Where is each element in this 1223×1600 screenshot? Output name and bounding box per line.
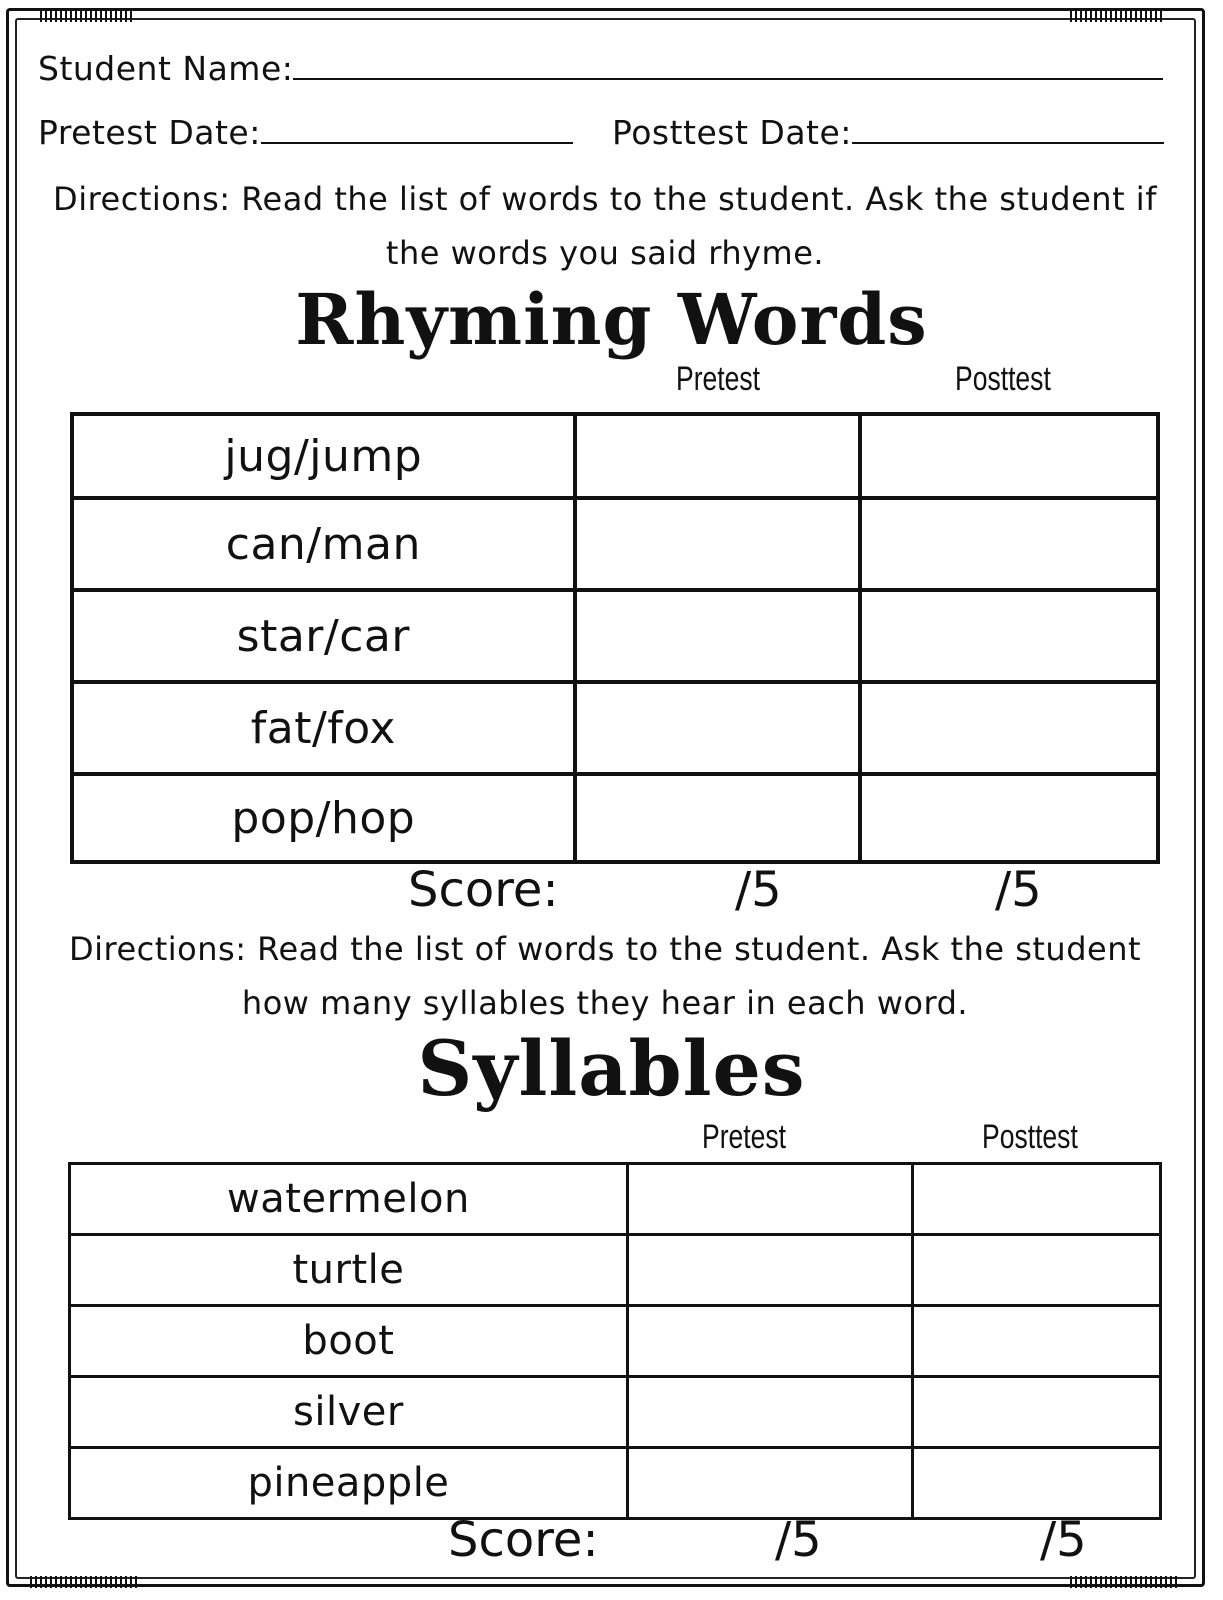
syllables-pretest-cell[interactable] [627, 1306, 912, 1377]
syllables-word-cell: silver [70, 1377, 628, 1448]
rhyming-pretest-cell[interactable] [575, 590, 861, 682]
syllables-pretest-cell[interactable] [627, 1164, 912, 1235]
table-row [72, 414, 1158, 498]
rhyming-word-cell: pop/hop [72, 774, 575, 862]
rhyming-pretest-cell[interactable] [575, 774, 861, 862]
syllables-col-pretest: Pretest [702, 1118, 787, 1156]
table-row [72, 682, 1158, 774]
syllables-pretest-cell[interactable] [627, 1448, 912, 1519]
posttest-date-line [612, 112, 1164, 152]
rhyming-pretest-cell[interactable] [575, 682, 861, 774]
syllables-directions: Directions: Read the list of words to the student. Ask the student how many syllables they hear in each word. [68, 930, 1142, 1022]
table-row [70, 1448, 1161, 1519]
syllables-col-posttest: Posttest [982, 1118, 1078, 1156]
table-row [72, 498, 1158, 590]
syllables-title: Syllables [417, 1024, 806, 1113]
student-name-field[interactable] [293, 48, 1163, 80]
rhyming-posttest-score: /5 [995, 862, 1042, 918]
syllables-table [68, 1162, 1162, 1520]
rhyming-posttest-cell[interactable] [860, 682, 1158, 774]
rhyming-pretest-score: /5 [735, 862, 782, 918]
syllables-posttest-score: /5 [1040, 1512, 1087, 1568]
rhyming-posttest-cell[interactable] [860, 774, 1158, 862]
student-name-label: Student Name: [38, 49, 294, 88]
table-row [72, 774, 1158, 862]
table-row [70, 1164, 1161, 1235]
posttest-date-label: Posttest Date: [612, 113, 852, 152]
rhyming-score-label: Score: [408, 862, 559, 918]
rhyming-pretest-cell[interactable] [575, 414, 861, 498]
rhyming-col-pretest: Pretest [676, 360, 761, 398]
syllables-posttest-cell[interactable] [912, 1306, 1160, 1377]
syllables-pretest-cell[interactable] [627, 1377, 912, 1448]
syllables-posttest-cell[interactable] [912, 1164, 1160, 1235]
border-fringe-top-right [1070, 10, 1165, 22]
syllables-score-label: Score: [448, 1512, 599, 1568]
rhyming-word-cell: fat/fox [72, 682, 575, 774]
border-fringe-bottom-left [30, 1576, 140, 1588]
rhyming-word-cell: jug/jump [72, 414, 575, 498]
border-fringe-top-left [40, 10, 135, 22]
rhyming-posttest-cell[interactable] [860, 498, 1158, 590]
rhyming-word-cell: can/man [72, 498, 575, 590]
rhyming-word-cell: star/car [72, 590, 575, 682]
table-row [70, 1306, 1161, 1377]
border-fringe-bottom-right [1070, 1576, 1180, 1588]
syllables-word-cell: pineapple [70, 1448, 628, 1519]
syllables-word-cell: watermelon [70, 1164, 628, 1235]
syllables-posttest-cell[interactable] [912, 1235, 1160, 1306]
rhyming-pretest-cell[interactable] [575, 498, 861, 590]
posttest-date-field[interactable] [852, 112, 1164, 144]
table-row [70, 1235, 1161, 1306]
table-row [72, 590, 1158, 682]
table-row [70, 1377, 1161, 1448]
syllables-pretest-score: /5 [775, 1512, 822, 1568]
syllables-posttest-cell[interactable] [912, 1377, 1160, 1448]
student-name-line [38, 48, 1163, 88]
pretest-date-line [38, 112, 573, 152]
syllables-posttest-cell[interactable] [912, 1448, 1160, 1519]
syllables-pretest-cell[interactable] [627, 1235, 912, 1306]
rhyming-table [70, 412, 1160, 864]
pretest-date-field[interactable] [261, 112, 573, 144]
rhyming-col-posttest: Posttest [955, 360, 1051, 398]
rhyming-directions: Directions: Read the list of words to the student. Ask the student if the words you said rhyme. [53, 180, 1157, 272]
syllables-word-cell: boot [70, 1306, 628, 1377]
syllables-word-cell: turtle [70, 1235, 628, 1306]
rhyming-posttest-cell[interactable] [860, 414, 1158, 498]
pretest-date-label: Pretest Date: [38, 113, 261, 152]
rhyming-title: Rhyming Words [295, 278, 928, 361]
rhyming-posttest-cell[interactable] [860, 590, 1158, 682]
